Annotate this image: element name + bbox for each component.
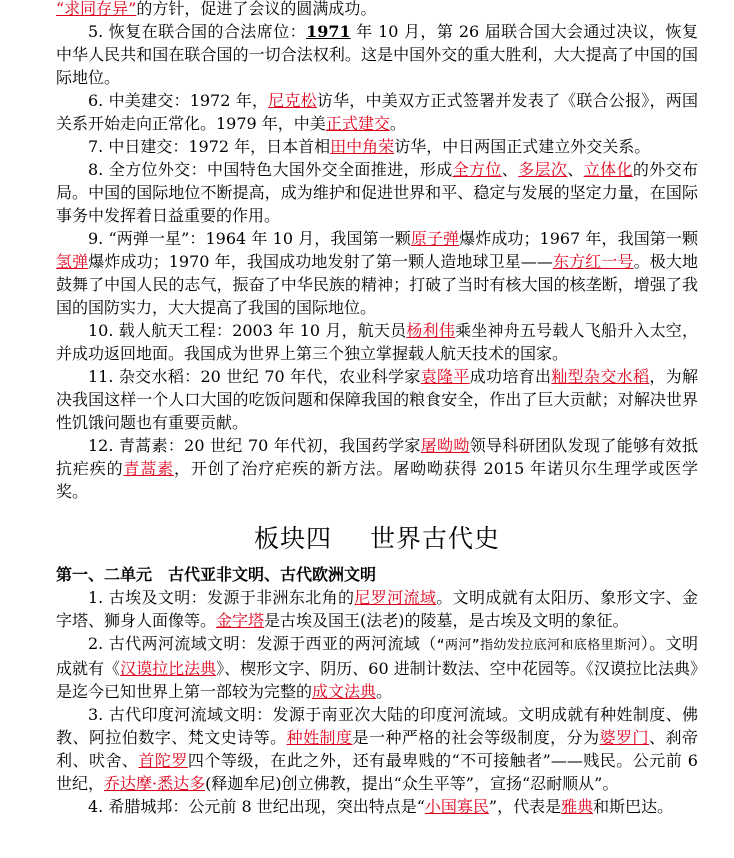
list-item: [56, 703, 698, 795]
text-run: ）。文明成就有《: [56, 634, 698, 678]
text-run: 乘坐神舟五号载人飞船升入太空，并成功返回地面。我国成为世界上第三个独立掌握载人航天技术的国家。: [56, 321, 698, 363]
text-run: 成功培育出: [469, 367, 552, 386]
list-item: [56, 20, 698, 89]
text-run: 和斯巴达。: [593, 797, 674, 816]
highlight-term: 种姓制度: [286, 728, 353, 747]
highlight-term: 汉谟拉比法典: [120, 659, 217, 678]
highlight-term: “求同存异”: [56, 0, 137, 18]
list-item: [56, 158, 698, 227]
text-run: 爆炸成功；1970 年，我国成功地发射了第一颗人造地球卫星——: [88, 252, 553, 271]
list-item: [56, 319, 698, 365]
text-run: 、: [501, 160, 519, 179]
list-item: [56, 89, 698, 135]
text-run: 12. 青蒿素：20 世纪 70 年代初，我国药学家: [88, 436, 421, 455]
item-list-b: [56, 586, 698, 818]
list-item: [56, 632, 698, 703]
text-run: 、: [567, 160, 584, 179]
highlight-term: 小国寡民: [424, 797, 489, 816]
text-run: 11. 杂交水稻：20 世纪 70 年代，农业科学家: [88, 367, 421, 386]
text-run: 的方针，促进了会议的圆满成功。: [136, 0, 377, 18]
highlight-term: 氢弹: [56, 252, 89, 271]
text-run: 10. 载人航天工程：2003 年 10 月，航天员: [88, 321, 407, 340]
text-run: 》、楔形文字、阴历、60 进制计数法、空中花园等。《汉谟拉比法典》是迄今已知世界上第一部较为完整的: [56, 659, 698, 701]
text-run: 6. 中美建交：1972 年，: [88, 91, 269, 110]
highlight-term: 雅典: [561, 797, 594, 816]
text-run: 是一种严格的社会等级制度，分为: [352, 728, 600, 747]
text-run: 访华，中日两国正式建立外交关系。: [394, 137, 651, 156]
text-run: 5. 恢复在联合国的合法席位：: [88, 22, 307, 41]
highlight-term: 籼型杂交水稻: [551, 367, 650, 386]
section-title-part1: 板块四: [253, 524, 332, 553]
highlight-term: 杨利伟: [406, 321, 456, 340]
highlight-term: 婆罗门: [599, 728, 649, 747]
list-item: [56, 135, 698, 158]
text-run: 。极大地鼓舞了中国人民的志气，振奋了中华民族的精神；打破了当时有核大国的核垄断，增强了我国的国防实力，大大提高了我国的国际地位。: [56, 252, 698, 317]
text-run: ，为解决我国这样一个人口大国的吃饭问题和保障我国的粮食安全，作出了巨大贡献；对解决世界性饥饿问题也有重要贡献。: [56, 367, 698, 432]
list-item: [56, 434, 698, 503]
text-run: 的外交布局。中国的国际地位不断提高，成为维护和促进世界和平、稳定与发展的坚定力量，在国际事务中发挥着日益重要的作用。: [56, 160, 698, 225]
section-title-part2: 世界古代史: [370, 524, 501, 553]
highlight-term: 全方位: [452, 160, 502, 179]
list-item: [56, 227, 698, 319]
highlight-term: 成文法典: [312, 682, 377, 701]
list-item: [56, 795, 698, 818]
highlight-term: 首陀罗: [138, 751, 188, 770]
text-run: 9. “两弹一星”：1964 年 10 月，我国第一颗: [88, 229, 411, 248]
highlight-term: 东方红一号: [552, 252, 634, 271]
highlight-term: 正式建交: [325, 114, 390, 133]
text-run: (释迦牟尼)创立佛教，提出“众生平等”，宣扬“忍耐顺从”。: [205, 774, 619, 793]
item-list-a: [56, 20, 698, 503]
unit-heading: 第一、二单元 古代亚非文明、古代欧洲文明: [56, 565, 377, 584]
highlight-term: 田中角荣: [330, 137, 395, 156]
text-run: 。文明成就有太阳历、象形文字、金字塔、狮身人面像等。: [56, 588, 698, 630]
text-run: 2. 古代两河流域文明：发源于西亚的两河流域（: [88, 634, 437, 653]
highlight-term: 青蒿素: [123, 459, 175, 478]
text-run: ，开创了治疗疟疾的新方法。屠呦呦获得 2015 年诺贝尔生理学或医学奖。: [56, 459, 698, 501]
text-run: 是古埃及国王(法老)的陵墓，是古埃及文明的象征。: [264, 611, 629, 630]
text-run: 3. 古代印度河流域文明：发源于南亚次大陆的印度河流域。文明成就有种姓制度、佛教、阿拉伯数字、梵文史诗等。: [56, 705, 698, 747]
list-item: [56, 586, 698, 632]
list-item: [56, 365, 698, 434]
text-run: 爆炸成功；1967 年，我国第一颗: [459, 229, 698, 248]
text-run: 1. 古埃及文明：发源于非洲东北角的: [88, 588, 355, 607]
text-run: 、刹帝利、吠舍、: [56, 728, 698, 770]
highlight-term: 金字塔: [216, 611, 265, 630]
highlight-term: 屠呦呦: [420, 436, 470, 455]
highlight-term: 原子弹: [410, 229, 460, 248]
intro-line: [56, 0, 698, 20]
text-run: ”，代表是: [488, 797, 562, 816]
text-run: 年 10 月，第 26 届联合国大会通过决议，恢复中华人民共和国在联合国的一切合法权利。这是中国外交的重大胜利，大大提高了中国的国际地位。: [56, 22, 698, 87]
text-run: 领导科研团队发现了能够有效抵抗疟疾的: [56, 436, 698, 478]
highlight-term: 袁隆平: [420, 367, 470, 386]
highlight-year: 1971: [306, 22, 351, 41]
text-run: 四个等级，在此之外，还有最卑贱的“不可接触者”——贱民。公元前 6 世纪，: [56, 751, 698, 793]
text-run: 4. 希腊城邦：公元前 8 世纪出现，突出特点是“: [88, 797, 425, 816]
highlight-term: 立体化: [583, 160, 633, 179]
annotation-note: “两河”指幼发拉底河和底格里斯河: [436, 638, 641, 653]
text-run: 7. 中日建交：1972 年，日本首相: [88, 137, 331, 156]
section-title: [56, 523, 698, 555]
text-run: 8. 全方位外交：中国特色大国外交全面推进，形成: [88, 160, 453, 179]
text-run: 。: [376, 682, 393, 701]
highlight-term: 多层次: [518, 160, 568, 179]
text-run: 。: [389, 114, 406, 133]
highlight-term: 尼克松: [268, 91, 317, 110]
highlight-term: 尼罗河流域: [354, 588, 437, 607]
text-run: 访华，中美双方正式签署并发表了《联合公报》，两国关系开始走向正常化。1979 年，中美: [56, 91, 698, 133]
highlight-term: 乔达摩·悉达多: [104, 774, 206, 793]
